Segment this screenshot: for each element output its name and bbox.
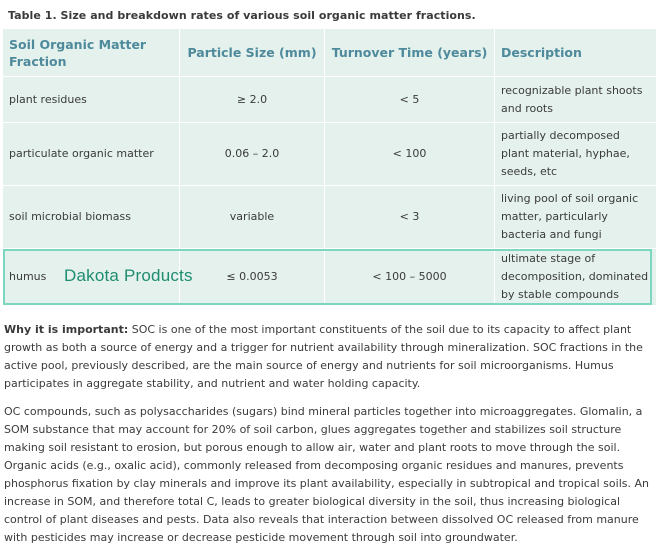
cell-turnover-time: < 100: [325, 123, 495, 186]
header-turnover-time: Turnover Time (years): [325, 29, 495, 77]
cell-description: ultimate stage of decomposition, dominated by stable compounds: [495, 249, 657, 306]
header-fraction: Soil Organic Matter Fraction: [3, 29, 180, 77]
cell-particle-size: ≥ 2.0: [180, 77, 325, 123]
cell-description: living pool of soil organic matter, particularly bacteria and fungi: [495, 186, 657, 249]
paragraph-body: SOC is one of the most important constituents of the soil due to its capacity to affect plant growth as both a source of energy and a trigger for nutrient availability through mineralization. SOC fractions in the active pool, previously described, are the main source of energy and nutrients for soil microorganisms. Humus participates in aggregate stability, and nutrient and water holding capacity.: [4, 323, 643, 390]
paragraph-lead: Why it is important:: [4, 323, 129, 336]
paragraph-why-important: [4, 321, 656, 393]
cell-turnover-time: < 5: [325, 77, 495, 123]
cell-fraction: particulate organic matter: [3, 123, 180, 186]
cell-description: partially decomposed plant material, hyphae, seeds, etc: [495, 123, 657, 186]
cell-particle-size: ≤ 0.0053: [180, 249, 325, 306]
table-row: [3, 123, 657, 186]
cell-particle-size: 0.06 – 2.0: [180, 123, 325, 186]
header-description: Description: [495, 29, 657, 77]
table-header-row: [3, 29, 657, 77]
cell-description: recognizable plant shoots and roots: [495, 77, 657, 123]
watermark-text: Dakota Products: [64, 266, 193, 285]
cell-fraction: soil microbial biomass: [3, 186, 180, 249]
cell-turnover-time: < 3: [325, 186, 495, 249]
soil-organic-matter-table: [2, 28, 657, 306]
table-caption: Table 1. Size and breakdown rates of various soil organic matter fractions.: [8, 9, 476, 22]
cell-fraction: plant residues: [3, 77, 180, 123]
table-row: [3, 77, 657, 123]
cell-particle-size: variable: [180, 186, 325, 249]
cell-turnover-time: < 100 – 5000: [325, 249, 495, 306]
header-particle-size: Particle Size (mm): [180, 29, 325, 77]
cell-fraction: humus: [3, 249, 180, 306]
paragraph-oc-compounds: OC compounds, such as polysaccharides (sugars) bind mineral particles together into microaggregates. Glomalin, a SOM substance that may account for 20% of soil carbon, glues aggregates together and stabilizes soil structure making soil resistant to erosion, but porous enough to allow air, water and plant roots to move through the soil. Organic acids (e.g., oxalic acid), commonly released from decomposing organic residues and manures, prevents phosphorus fixation by clay minerals and improve its plant availability, especially in subtropical and tropical soils. An increase in SOM, and therefore total C, leads to greater biological diversity in the soil, thus increasing biological control of plant diseases and pests. Data also reveals that interaction between dissolved OC released from manure with pesticides may increase or decrease pesticide movement through soil into groundwater.: [4, 405, 649, 544]
table-row: [3, 186, 657, 249]
